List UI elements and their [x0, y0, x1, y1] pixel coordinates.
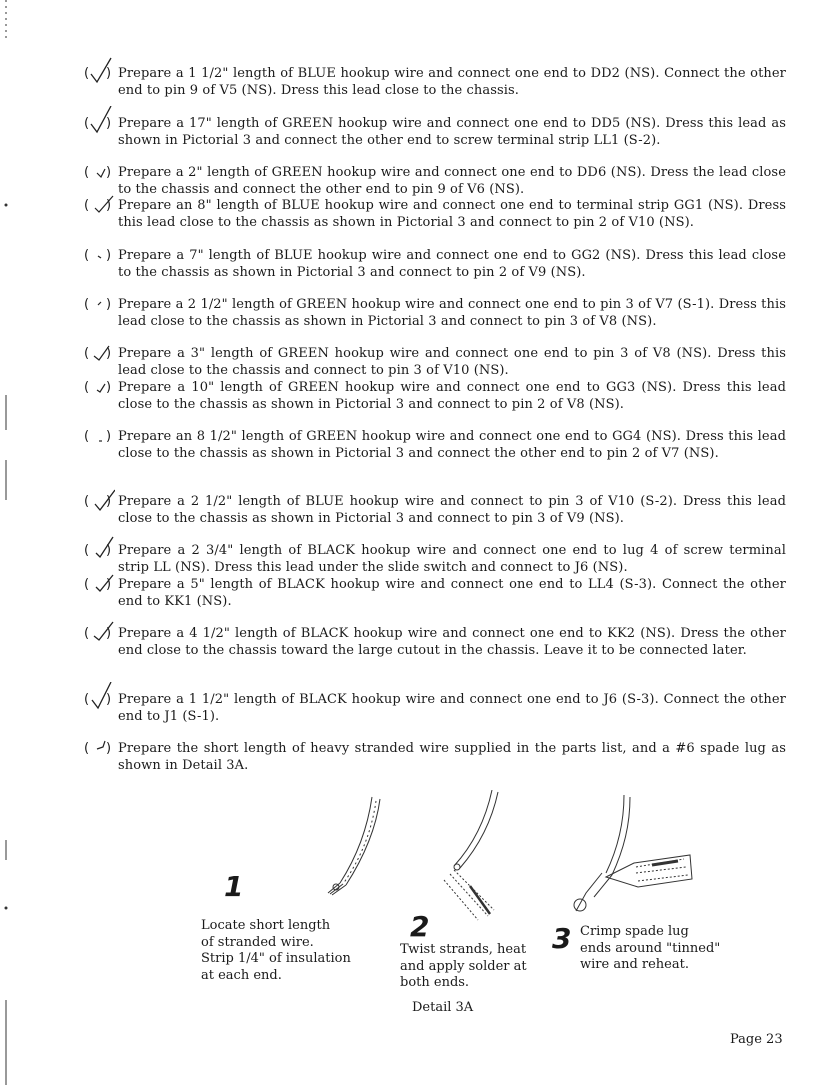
checkmark-icon	[89, 682, 115, 710]
checkmark-icon	[89, 616, 115, 644]
step-text: Prepare a 5" length of BLACK hookup wire and connect one end to LL4 (S-3). Connect the other end to KK1 (NS).	[118, 577, 786, 609]
checkmark-icon	[89, 419, 115, 447]
checkmark-icon	[89, 567, 115, 595]
figure-number-1: 1	[224, 870, 244, 903]
step-2	[84, 116, 786, 149]
step-checkbox[interactable]: ( )	[84, 741, 118, 757]
checkmark-icon	[89, 188, 115, 216]
step-checkbox[interactable]: ( )	[84, 577, 118, 593]
detail-title: Detail 3A	[412, 1000, 474, 1015]
binder-edge-marks	[0, 0, 14, 1085]
step-text: Prepare a 10" length of GREEN hookup wire and connect one end to GG3 (NS). Dress this lead close to the chassis as shown in Pictorial 3 and connect to pin 2 of V8 (NS).	[118, 380, 786, 412]
step-checkbox[interactable]: ( )	[84, 692, 118, 708]
figure-caption-1: Locate short length of stranded wire. Strip 1/4" of insulation at each end.	[201, 918, 351, 983]
step-text: Prepare a 2 3/4" length of BLACK hookup wire and connect one end to lug 4 of screw terminal strip LL (NS). Dress this lead under the slide switch and connect to J6 (NS).	[118, 543, 786, 575]
step-text: Prepare a 4 1/2" length of BLACK hookup wire and connect one end to KK2 (NS). Dress the other end close to the chassis toward the large cutout in the chassis. Leave it to be connected later.	[118, 626, 786, 658]
checkmark-icon	[89, 238, 115, 266]
step-text: Prepare a 1 1/2" length of BLACK hookup wire and connect one end to J6 (S-3). Connect the other end to J1 (S-1).	[118, 692, 786, 724]
figure-caption-3: Crimp spade lug ends around "tinned" wire and reheat.	[580, 924, 721, 972]
checkmark-icon	[89, 533, 115, 561]
step-text: Prepare a 1 1/2" length of BLUE hookup wire and connect one end to DD2 (NS). Connect the other end to pin 9 of V5 (NS). Dress this lead close to the chassis.	[118, 66, 786, 98]
step-text: Prepare a 3" length of GREEN hookup wire and connect one end to pin 3 of V8 (NS). Dress this lead close to the chassis and connect to pin 3 of V10 (NS).	[118, 346, 786, 378]
step-checkbox[interactable]: ( )	[84, 165, 118, 181]
stranded-wire-illustration	[300, 795, 390, 900]
step-text: Prepare a 2 1/2" length of BLUE hookup wire and connect to pin 3 of V10 (S-2). Dress this lead close to the chassis as shown in Pictorial 3 and connect to pin 3 of V9 (NS).	[118, 494, 786, 526]
step-text: Prepare a 2 1/2" length of GREEN hookup wire and connect one end to pin 3 of V7 (S-1). Dress this lead close to the chassis as shown in Pictorial 3 and connect to pin 3 of V8 (NS).	[118, 297, 786, 329]
crimp-spade-lug-illustration	[566, 793, 706, 923]
step-4	[84, 198, 786, 231]
checkmark-icon	[89, 484, 115, 512]
step-checkbox[interactable]: ( )	[84, 248, 118, 264]
step-text: Prepare the short length of heavy stranded wire supplied in the parts list, and a #6 spade lug as shown in Detail 3A.	[118, 741, 786, 773]
step-checkbox[interactable]: ( )	[84, 429, 118, 445]
step-10	[84, 494, 786, 527]
step-checkbox[interactable]: ( )	[84, 66, 118, 82]
step-text: Prepare a 7" length of BLUE hookup wire and connect one end to GG2 (NS). Dress this lead close to the chassis as shown in Pictorial 3 and connect to pin 2 of V9 (NS).	[118, 248, 786, 280]
figure-number-3: 3	[552, 922, 572, 955]
step-text: Prepare a 17" length of GREEN hookup wire and connect one end to DD5 (NS). Dress this lead as shown in Pictorial 3 and connect the other end to screw terminal strip LL1 (S-2).	[118, 116, 786, 148]
step-checkbox[interactable]: ( )	[84, 198, 118, 214]
checkmark-icon	[89, 731, 115, 759]
step-7	[84, 346, 786, 379]
step-9	[84, 429, 786, 462]
checkmark-icon	[89, 336, 115, 364]
step-3	[84, 165, 786, 198]
step-12	[84, 577, 786, 610]
step-1	[84, 66, 786, 99]
twisted-wire-solder-illustration	[430, 790, 510, 930]
checkmark-icon	[89, 155, 115, 183]
checkmark-icon	[89, 56, 115, 84]
figure-number-2: 2	[410, 910, 430, 943]
step-11	[84, 543, 786, 576]
step-text: Prepare an 8" length of BLUE hookup wire and connect one end to terminal strip GG1 (NS). Dress this lead close to the chassis as shown in Pictorial 3 and connect to pin 2 of V10 (NS).	[118, 198, 786, 230]
step-checkbox[interactable]: ( )	[84, 380, 118, 396]
step-5	[84, 248, 786, 281]
step-15	[84, 741, 786, 774]
step-checkbox[interactable]: ( )	[84, 116, 118, 132]
checkmark-icon	[89, 106, 115, 134]
step-text: Prepare an 8 1/2" length of GREEN hookup wire and connect one end to GG4 (NS). Dress this lead close to the chassis as shown in Pictorial 3 and connect the other end to pin 2 of V7 (NS).	[118, 429, 786, 461]
step-checkbox[interactable]: ( )	[84, 346, 118, 362]
step-14	[84, 692, 786, 725]
step-checkbox[interactable]: ( )	[84, 626, 118, 642]
step-checkbox[interactable]: ( )	[84, 494, 118, 510]
page-number: Page 23	[730, 1032, 783, 1047]
checkmark-icon	[89, 287, 115, 315]
step-text: Prepare a 2" length of GREEN hookup wire and connect one end to DD6 (NS). Dress the lead close to the chassis and connect the other end to pin 9 of V6 (NS).	[118, 165, 786, 197]
step-8	[84, 380, 786, 413]
step-checkbox[interactable]: ( )	[84, 297, 118, 313]
checkmark-icon	[89, 370, 115, 398]
figure-caption-2: Twist strands, heat and apply solder at both ends.	[400, 942, 527, 990]
step-checkbox[interactable]: ( )	[84, 543, 118, 559]
step-6	[84, 297, 786, 330]
step-13	[84, 626, 786, 659]
